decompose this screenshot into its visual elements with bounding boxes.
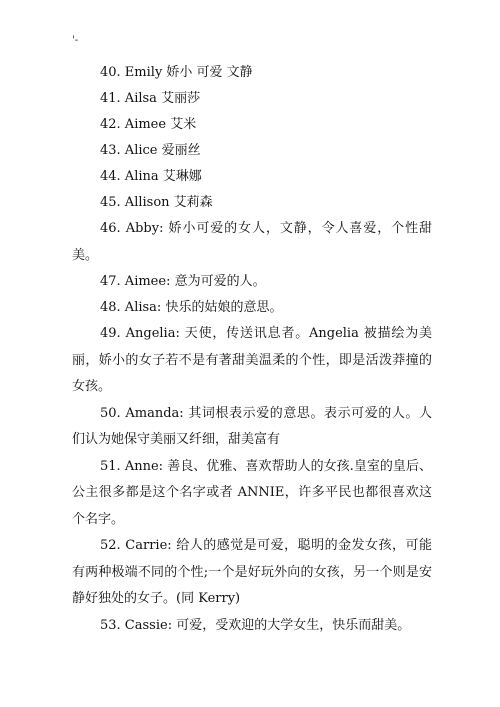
list-item: 40. Emily 娇小 可爱 文静 (100, 65, 253, 80)
list-item: 46. Abby: 娇小可爱的女人，文静，令人喜爱，个性甜美。 (72, 221, 432, 263)
list-item: 52. Carrie: 给人的感觉是可爱，聪明的金发女孩，可能有两种极端不同的个性;一个是好玩外向的女孩，另一个则是安静好独处的女子。(同 Kerry) (72, 538, 432, 606)
list-item: 50. Amanda: 其词根表示爱的意思。表示可爱的人。人们认为她保守美丽又纤细，甜美富有 (72, 405, 432, 447)
list-item: 44. Alina 艾琳娜 (100, 169, 202, 184)
list-item: 42. Aimee 艾米 (100, 117, 197, 132)
list-item: 48. Alisa: 快乐的姑娘的意思。 (100, 300, 283, 315)
header-mark: '- (72, 35, 79, 46)
list-item: 41. Ailsa 艾丽莎 (100, 91, 201, 106)
list-item: 49. Angelia: 天使，传送讯息者。Angelia 被描绘为美丽，娇小的女子若不是有著甜美温柔的个性，即是活泼莽撞的女孩。 (72, 326, 432, 394)
list-item: 47. Aimee: 意为可爱的人。 (100, 274, 266, 289)
document-body (72, 60, 432, 639)
list-item: 53. Cassie: 可爱，受欢迎的大学女生，快乐而甜美。 (100, 617, 411, 633)
list-item: 51. Anne: 善良、优雅、喜欢帮助人的女孩.皇室的皇后、公主很多都是这个名字或者 ANNIE，许多平民也都很喜欢这个名字。 (72, 458, 432, 527)
list-item: 45. Allison 艾莉森 (100, 195, 213, 210)
list-item: 43. Alice 爱丽丝 (100, 143, 201, 158)
